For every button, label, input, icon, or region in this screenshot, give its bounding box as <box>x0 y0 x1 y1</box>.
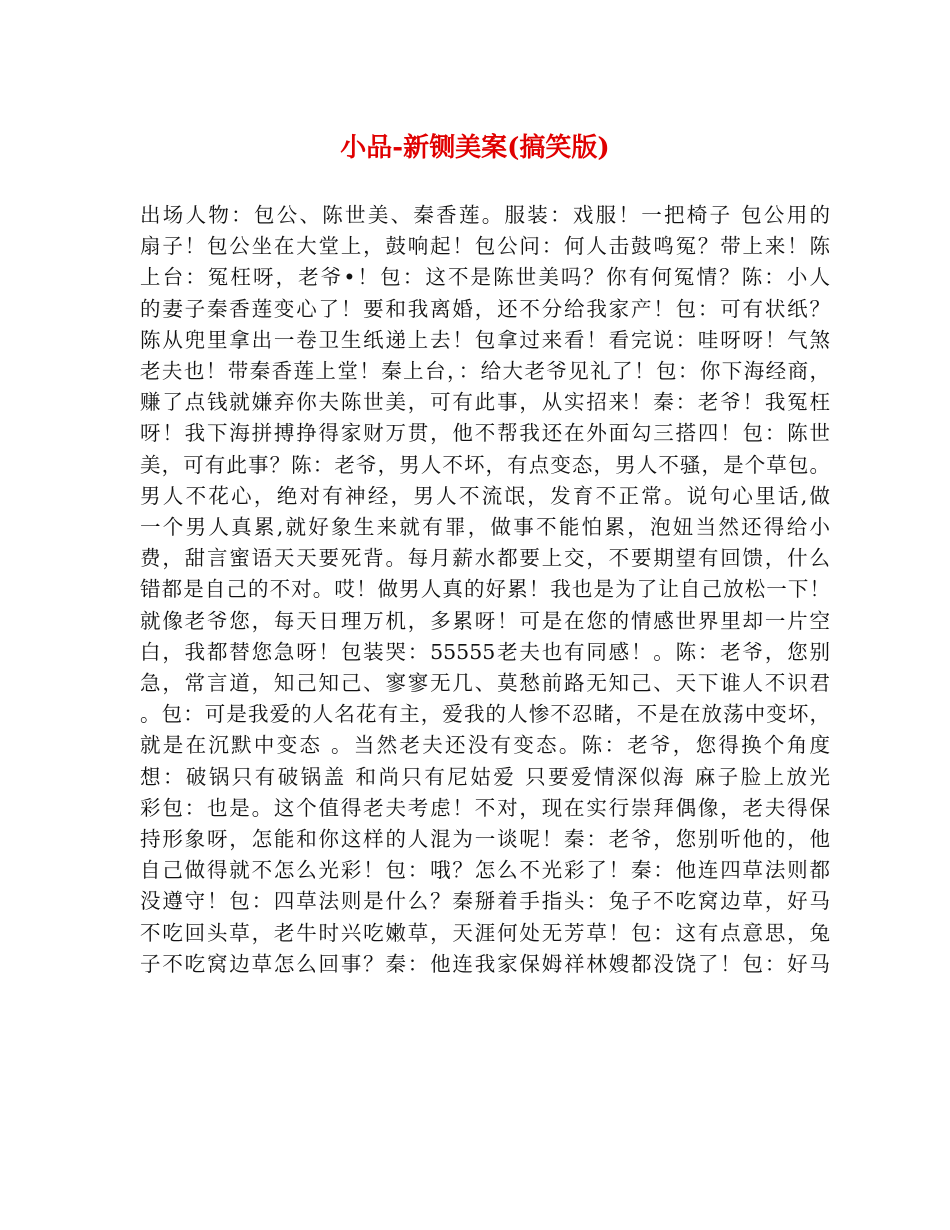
text-line: 彩包：也是。这个值得老夫考虑！不对，现在实行崇拜偶像，老夫得保 <box>140 795 830 820</box>
text-line: 持形象呀，怎能和你这样的人混为一谈呢！秦：老爷，您别听他的，他 <box>140 827 830 852</box>
text-line: 。包：可是我爱的人名花有主，爱我的人惨不忍睹，不是在放荡中变坏， <box>140 702 830 727</box>
text-line: 一个男人真累,就好象生来就有罪，做事不能怕累，泡妞当然还得给小 <box>140 515 830 540</box>
text-line: 不吃回头草，老牛时兴吃嫩草，天涯何处无芳草！包：这有点意思，兔 <box>140 920 830 945</box>
text-line: 白，我都替您急呀！包装哭：55555老夫也有同感！。陈：老爷，您别 <box>140 639 830 664</box>
text-line: 老夫也！带秦香莲上堂！秦上台，：给大老爷见礼了！包：你下海经商， <box>140 359 830 384</box>
text-line: 错都是自己的不对。哎！做男人真的好累！我也是为了让自己放松一下！ <box>140 577 830 602</box>
text-line: 子不吃窝边草怎么回事？秦：他连我家保姆祥林嫂都没饶了！包：好马 <box>140 951 830 976</box>
text-line: 出场人物：包公、陈世美、秦香莲。服装：戏服！一把椅子 包公用的 <box>140 203 830 227</box>
document-title: 小品-新铡美案(搞笑版) <box>340 133 610 163</box>
text-line: 想：破锅只有破锅盖 和尚只有尼姑爱 只要爱情深似海 麻子脸上放光 <box>140 764 830 789</box>
text-line: 自己做得就不怎么光彩！包：哦？怎么不光彩了！秦：他连四草法则都 <box>140 858 830 883</box>
text-line: 的妻子秦香莲变心了！要和我离婚，还不分给我家产！包：可有状纸？ <box>140 296 830 321</box>
text-line: 就是在沉默中变态 。当然老夫还没有变态。陈：老爷，您得换个角度 <box>140 733 830 758</box>
text-line: 赚了点钱就嫌弃你夫陈世美，可有此事，从实招来！秦：老爷！我冤枉 <box>140 390 830 415</box>
text-line: 扇子！包公坐在大堂上，鼓响起！包公问：何人击鼓鸣冤？带上来！陈 <box>140 234 830 259</box>
text-line: 没遵守！包：四草法则是什么？秦掰着手指头：兔子不吃窝边草，好马 <box>140 889 830 914</box>
text-line: 男人不花心，绝对有神经，男人不流氓，发育不正常。说句心里话,做 <box>140 483 830 508</box>
text-line: 陈从兜里拿出一卷卫生纸递上去！包拿过来看！看完说：哇呀呀！气煞 <box>140 327 830 352</box>
text-line: 美，可有此事？陈：老爷，男人不坏，有点变态，男人不骚，是个草包。 <box>140 452 830 477</box>
text-line: 费，甜言蜜语天天要死背。每月薪水都要上交，不要期望有回馈，什么 <box>140 546 830 571</box>
text-line: 就像老爷您，每天日理万机，多累呀！可是在您的情感世界里却一片空 <box>140 608 830 633</box>
text-line: 呀！我下海拼搏挣得家财万贯，他不帮我还在外面勾三搭四！包：陈世 <box>140 421 830 446</box>
text-line: 上台：冤枉呀，老爷•！包：这不是陈世美吗？你有何冤情？陈：小人 <box>140 265 830 290</box>
text-line: 急，常言道，知己知己、寥寥无几、莫愁前路无知己、天下谁人不识君 <box>140 671 830 696</box>
document-body <box>140 200 830 980</box>
